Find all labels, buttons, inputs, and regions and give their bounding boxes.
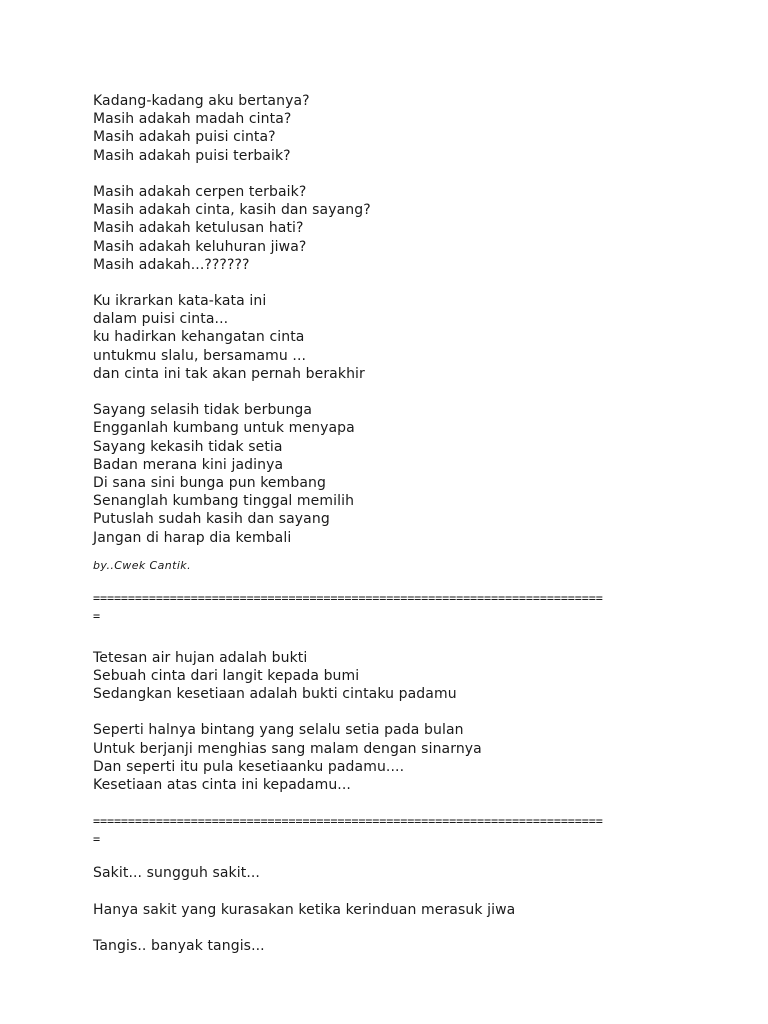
stanza-gap [93, 703, 733, 721]
poem-line: Sayang selasih tidak berbunga [93, 402, 313, 419]
poem-line: Kadang-kadang aku bertanya? [93, 93, 310, 109]
separator [93, 589, 733, 625]
separator-line: ========================================================================= [93, 590, 603, 605]
poem-line: Masih adakah madah cinta? [93, 111, 292, 128]
poem3 [93, 864, 733, 955]
poem-line: dan cinta ini tak akan pernah berakhir [93, 365, 365, 382]
poem-line: Senanglah kumbang tinggal memilih [93, 493, 355, 510]
poem1-stanza4 [93, 401, 733, 547]
poem2-stanza2 [93, 721, 733, 794]
separator-tail: = [93, 832, 100, 847]
poem-line: ku hadirkan kehangatan cinta [93, 329, 305, 346]
poem-line: Badan merana kini jadinya [93, 456, 284, 473]
poem-line: Sedangkan kesetiaan adalah bukti cintaku padamu [93, 686, 457, 703]
poem-line: Putuslah sudah kasih dan sayang [93, 511, 330, 528]
poem-line: Sebuah cinta dari langit kepada bumi [93, 667, 360, 684]
poem-line: Masih adakah puisi cinta? [93, 129, 276, 146]
poem-line: Tetesan air hujan adalah bukti [93, 649, 308, 666]
stanza-gap [93, 919, 733, 937]
poem-line: Jangan di harap dia kembali [93, 529, 292, 546]
separator-tail: = [93, 608, 100, 623]
stanza-gap [93, 882, 733, 900]
document-page [93, 92, 733, 955]
poem1-stanza1 [93, 92, 733, 165]
poem-line: dalam puisi cinta... [93, 311, 229, 328]
poem1-stanza2 [93, 183, 733, 274]
poem-line: Masih adakah cerpen terbaik? [93, 183, 307, 200]
poem-line: Seperti halnya bintang yang selalu setia pada bulan [93, 722, 464, 739]
separator [93, 812, 733, 848]
poem-line: Masih adakah keluhuran jiwa? [93, 238, 307, 255]
stanza-gap [93, 383, 733, 401]
poem-line: Kesetiaan atas cinta ini kepadamu... [93, 777, 351, 793]
poem-line: Untuk berjanji menghias sang malam dengan sinarnya [93, 740, 482, 757]
poem1-stanza3 [93, 292, 733, 383]
poem2-stanza1 [93, 649, 733, 704]
poem-line: Hanya sakit yang kurasakan ketika kerinduan merasuk jiwa [93, 901, 516, 918]
poem-byline: by..Cwek Cantik. [93, 558, 191, 572]
poem-line: Tangis.. banyak tangis... [93, 937, 265, 954]
stanza-gap [93, 165, 733, 183]
poem-line: Sakit... sungguh sakit... [93, 865, 260, 882]
separator-line: ========================================================================= [93, 814, 603, 829]
poem-line: Masih adakah cinta, kasih dan sayang? [93, 202, 371, 219]
poem-line: Dan seperti itu pula kesetiaanku padamu.... [93, 758, 405, 775]
poem-line: Masih adakah ketulusan hati? [93, 220, 304, 237]
poem-line: Masih adakah puisi terbaik? [93, 147, 291, 164]
poem-line: Di sana sini bunga pun kembang [93, 474, 327, 491]
poem-line: Sayang kekasih tidak setia [93, 438, 283, 455]
stanza-gap [93, 274, 733, 292]
poem-line: Masih adakah...?????? [93, 256, 250, 273]
poem-line: Engganlah kumbang untuk menyapa [93, 420, 355, 437]
poem-line: untukmu slalu, bersamamu ... [93, 347, 307, 364]
poem-line: Ku ikrarkan kata-kata ini [93, 293, 267, 310]
